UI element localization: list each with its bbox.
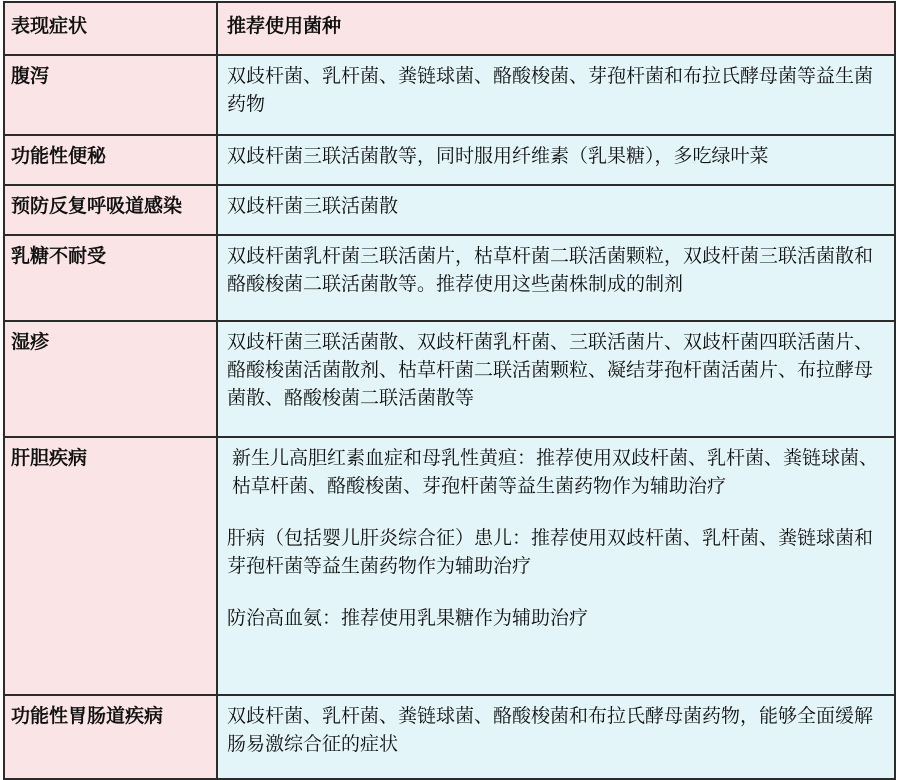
symptom-cell: 乳糖不耐受 bbox=[4, 235, 217, 321]
table-row bbox=[4, 695, 895, 779]
recommendation-cell bbox=[217, 437, 895, 695]
recommendation-cell bbox=[217, 321, 895, 437]
table-row bbox=[4, 55, 895, 135]
recommendation-text: 肝病（包括婴儿肝炎综合征）患儿：推荐使用双歧杆菌、乳杆菌、粪链球菌和芽孢杆菌等益生菌药物作为辅助治疗 bbox=[227, 527, 874, 577]
table-row bbox=[4, 437, 895, 695]
symptom-cell: 湿疹 bbox=[4, 321, 217, 437]
table-row bbox=[4, 321, 895, 437]
recommendation-cell bbox=[217, 235, 895, 321]
header-symptom: 表现症状 bbox=[4, 2, 217, 55]
recommendation-text: 新生儿高胆红素血症和母乳性黄疸：推荐使用双歧杆菌、乳杆菌、粪链球菌、枯草杆菌、酪酸梭菌、芽孢杆菌等益生菌药物作为辅助治疗 bbox=[232, 447, 879, 497]
recommendation-text: 双歧杆菌三联活菌散 bbox=[227, 195, 399, 217]
recommendation-cell bbox=[217, 695, 895, 779]
table-row bbox=[4, 135, 895, 185]
recommendation-cell bbox=[217, 185, 895, 235]
recommendation-text: 防治高血氨：推荐使用乳果糖作为辅助治疗 bbox=[227, 607, 589, 629]
recommendation-text: 双歧杆菌三联活菌散等，同时服用纤维素（乳果糖），多吃绿叶菜 bbox=[227, 145, 769, 167]
table-row bbox=[4, 185, 895, 235]
header-recommendation: 推荐使用菌种 bbox=[217, 2, 895, 55]
recommendation-cell bbox=[217, 135, 895, 185]
recommendation-text: 双歧杆菌三联活菌散、双歧杆菌乳杆菌、三联活菌片、双歧杆菌四联活菌片、酪酸梭菌活菌散剂、枯草杆菌二联活菌颗粒、凝结芽孢杆菌活菌片、布拉酵母菌散、酪酸梭菌二联活菌散等 bbox=[227, 331, 874, 409]
symptom-cell: 腹泻 bbox=[4, 55, 217, 135]
recommendation-text: 双歧杆菌乳杆菌三联活菌片，枯草杆菌二联活菌颗粒，双歧杆菌三联活菌散和酪酸梭菌二联活菌散等。推荐使用这些菌株制成的制剂 bbox=[227, 245, 874, 295]
symptom-cell: 功能性胃肠道疾病 bbox=[4, 695, 217, 779]
recommendation-text: 双歧杆菌、乳杆菌、粪链球菌、酪酸梭菌、芽孢杆菌和布拉氏酵母菌等益生菌药物 bbox=[227, 65, 874, 115]
symptom-cell: 肝胆疾病 bbox=[4, 437, 217, 695]
symptom-cell: 功能性便秘 bbox=[4, 135, 217, 185]
probiotic-recommendation-table bbox=[3, 1, 896, 780]
recommendation-text: 双歧杆菌、乳杆菌、粪链球菌、酪酸梭菌和布拉氏酵母菌药物，能够全面缓解肠易激综合征的症状 bbox=[227, 705, 874, 755]
recommendation-cell bbox=[217, 55, 895, 135]
table-header-row bbox=[4, 2, 895, 55]
table-row bbox=[4, 235, 895, 321]
symptom-cell: 预防反复呼吸道感染 bbox=[4, 185, 217, 235]
